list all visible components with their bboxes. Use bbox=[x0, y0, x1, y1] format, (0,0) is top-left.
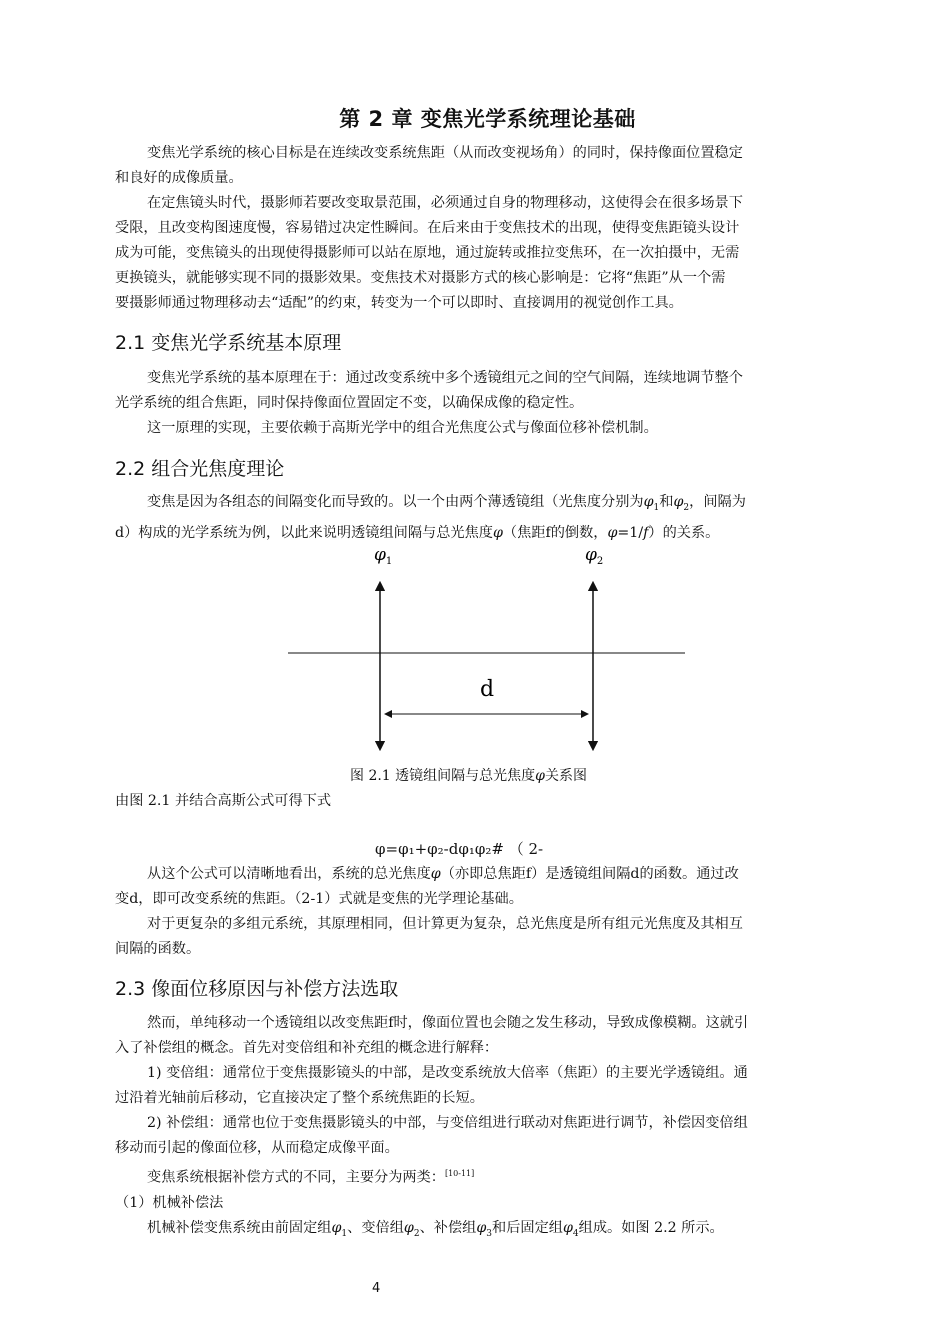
text-line: 受限，且改变构图速度慢，容易错过决定性瞬间。在后来由于变焦技术的出现，使得变焦距镜头设计 bbox=[115, 220, 740, 236]
text-line: 和良好的成像质量。 bbox=[115, 170, 243, 186]
text-line: 变焦系统根据补偿方式的不同，主要分为两类：[10-11] bbox=[147, 1169, 475, 1186]
text-line: （1）机械补偿法 bbox=[115, 1194, 224, 1211]
text-line: 然而，单纯移动一个透镜组以改变焦距f时，像面位置也会随之发生移动，导致成像模糊。这就引 bbox=[147, 1015, 749, 1031]
text-line: 这一原理的实现，主要依赖于高斯光学中的组合光焦度公式与像面位移补偿机制。 bbox=[147, 420, 658, 436]
phi1-label: $\varphi_1$ bbox=[374, 545, 393, 567]
citation: [10-11] bbox=[444, 1169, 475, 1178]
text-line: 在定焦镜头时代，摄影师若要改变取景范围，必须通过自身的物理移动，这使得会在很多场景下 bbox=[147, 195, 743, 211]
sec1-paragraph bbox=[115, 366, 857, 441]
text-line: d）构成的光学系统为例，以此来说明透镜组间隔与总光焦度φ（焦距f的倒数，φ=1/f）的关系。 bbox=[115, 524, 720, 541]
page-number: 4 bbox=[372, 1281, 381, 1296]
text-line: 过沿着光轴前后移动，它直接决定了整个系统焦距的长短。 bbox=[115, 1090, 484, 1106]
phi2-label: $\varphi_2$ bbox=[585, 545, 604, 567]
intro-paragraph bbox=[115, 141, 857, 191]
sec2-paragraph-3 bbox=[115, 862, 857, 962]
section-heading-2-2: 2.2 组合光焦度理论 bbox=[115, 458, 285, 480]
text-line: 更换镜头，就能够实现不同的摄影效果。变焦技术对摄影方式的核心影响是：它将“焦距”从一个需 bbox=[115, 270, 726, 286]
spacing-label-d: d bbox=[480, 677, 495, 702]
sec3-paragraph bbox=[115, 1011, 857, 1247]
text-line: 变焦光学系统的核心目标是在连续改变系统焦距（从而改变视场角）的同时，保持像面位置稳定 bbox=[147, 145, 743, 161]
text-line: 变焦光学系统的基本原理在于：通过改变系统中多个透镜组元之间的空气间隔，连续地调节整个 bbox=[147, 370, 743, 386]
text-line: 2) 补偿组：通常也位于变焦摄影镜头的中部，与变倍组进行联动对焦距进行调节，补偿因变倍组 bbox=[147, 1115, 748, 1131]
figure-caption: 图 2.1 透镜组间隔与总光焦度φ关系图 bbox=[350, 768, 587, 784]
text-line: 对于更复杂的多组元系统，其原理相同，但计算更为复杂，总光焦度是所有组元光焦度及其相互 bbox=[147, 916, 743, 932]
lens-spacing-figure bbox=[280, 536, 690, 756]
text-line: 从这个公式可以清晰地看出，系统的总光焦度φ（亦即总焦距f）是透镜组间隔d的函数。通过改 bbox=[147, 866, 739, 882]
text-line: 机械补偿变焦系统由前固定组$\varphi_1$、变倍组$\varphi_2$、补偿组$\varphi_3$和后固定组$\varphi_4$组成。如图 2.2 所示。 bbox=[147, 1219, 724, 1239]
from-figure-line: 由图 2.1 并结合高斯公式可得下式 bbox=[115, 793, 332, 809]
section-heading-2-1: 2.1 变焦光学系统基本原理 bbox=[115, 332, 342, 354]
chapter-title: 第 2 章 变焦光学系统理论基础 bbox=[339, 107, 636, 131]
history-paragraph bbox=[115, 191, 857, 316]
text-line: 间隔的函数。 bbox=[115, 941, 201, 957]
section-heading-2-3: 2.3 像面位移原因与补偿方法选取 bbox=[115, 978, 399, 1000]
text-line: 移动而引起的像面位移，从而稳定成像平面。 bbox=[115, 1140, 399, 1156]
text-line: 成为可能，变焦镜头的出现使得摄影师可以站在原地，通过旋转或推拉变焦环，在一次拍摄中，无需 bbox=[115, 245, 740, 261]
formula-2-1: φ=φ₁+φ₂-dφ₁φ₂# （ 2- bbox=[375, 840, 544, 858]
text-line: 变焦是因为各组态的间隔变化而导致的。以一个由两个薄透镜组（光焦度分别为$\varphi_1$和$\varphi_2$，间隔为 bbox=[147, 494, 746, 513]
text-line: 变d，即可改变系统的焦距。（2-1）式就是变焦的光学理论基础。 bbox=[115, 891, 523, 907]
text-line: 1) 变倍组：通常位于变焦摄影镜头的中部，是改变系统放大倍率（焦距）的主要光学透镜组。通 bbox=[147, 1065, 748, 1081]
text-line: 入了补偿组的概念。首先对变倍组和补充组的概念进行解释： bbox=[115, 1040, 499, 1056]
text-line: 要摄影师通过物理移动去“适配”的约束，转变为一个可以即时、直接调用的视觉创作工具。 bbox=[115, 295, 683, 311]
text-line: 光学系统的组合焦距，同时保持像面位置固定不变，以确保成像的稳定性。 bbox=[115, 395, 584, 411]
